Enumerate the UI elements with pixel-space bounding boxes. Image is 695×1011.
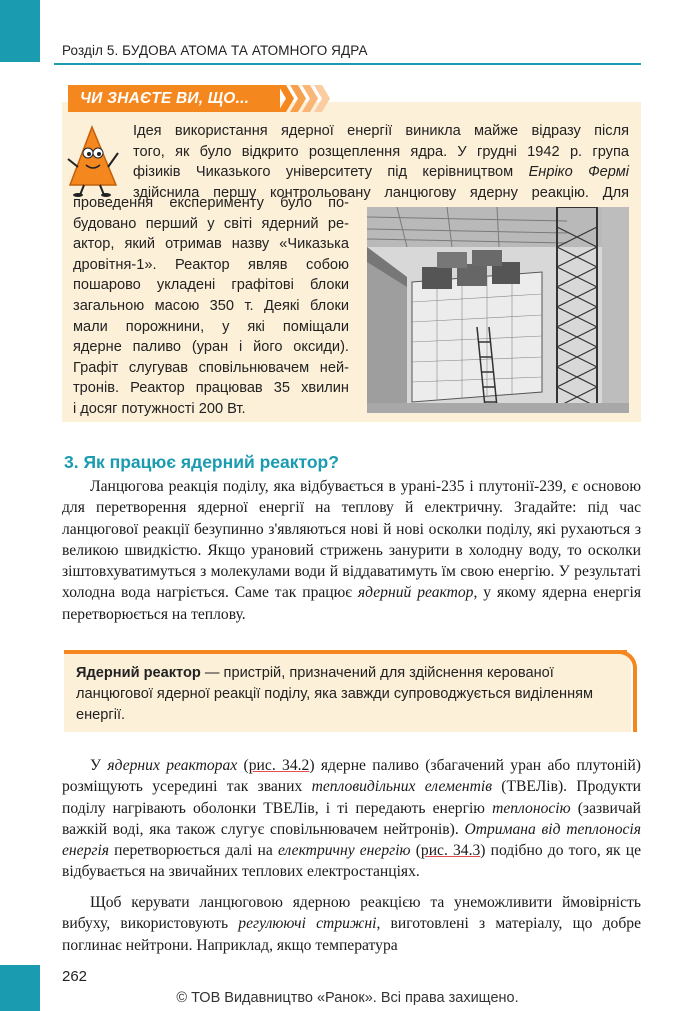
para2-italic: електричну енергію bbox=[277, 842, 411, 860]
figure-ref-34-2[interactable]: рис. 34.2 bbox=[248, 757, 310, 774]
fermi-name: Енріко Фермі bbox=[528, 164, 629, 181]
para2-italic: тепловидільних елементів bbox=[311, 778, 492, 796]
para2-text: ( bbox=[410, 842, 421, 860]
did-you-know-paragraph-1 bbox=[133, 121, 629, 203]
paragraph-chain-reaction bbox=[62, 476, 641, 625]
triangle-mascot-icon bbox=[66, 123, 122, 197]
did-you-know-title: ЧИ ЗНАЄТЕ ВИ, ЩО... bbox=[80, 90, 250, 107]
dyk-line: тронів. Реактор працював 35 хвилин bbox=[73, 380, 349, 397]
header-divider bbox=[54, 63, 641, 65]
definition-border-top bbox=[64, 650, 627, 654]
para2-text: ) подібно до того, як це відбувається на звичайних теплових електростанціях. bbox=[62, 842, 642, 881]
dyk-line: здійснила першу контрольовану ланцюгову ядерну реакцію. Для bbox=[133, 184, 629, 201]
definition-text bbox=[76, 663, 621, 726]
para2-text: У bbox=[90, 757, 108, 774]
definition-border-right bbox=[633, 672, 637, 732]
para2-text: (зазвичай важкій воді, яка також слугує сповільнювачем нейтронів). bbox=[62, 799, 641, 838]
paragraph-reactor-fuel bbox=[62, 755, 641, 883]
dyk-line: проведення експерименту було по- bbox=[73, 195, 349, 211]
para3-text-a: Щоб керувати ланцюговою ядерною реакцією та унеможливити ймовірність вибуху, використовують bbox=[62, 894, 641, 933]
dyk-line: загальною масою 350 т. Деякі блоки bbox=[73, 297, 349, 314]
para2-text: перетворюється далі на bbox=[109, 842, 278, 860]
dyk-line bbox=[133, 162, 629, 183]
dyk-line: пошарово укладені графітові блоки bbox=[73, 277, 349, 294]
dyk-line: дровітня-1». Реактор являв собою bbox=[73, 256, 349, 273]
para2-italic: теплоносію bbox=[492, 799, 571, 817]
chicago-pile-1-illustration bbox=[367, 207, 629, 413]
page-number: 262 bbox=[62, 968, 88, 985]
para2-italic: ядерних реакторах bbox=[107, 757, 238, 774]
left-color-bar-top bbox=[0, 0, 40, 62]
dyk-line: мали порожнини, у які поміщали bbox=[73, 318, 349, 335]
paragraph-control-rods bbox=[62, 892, 641, 956]
dyk-line: будовано перший у світі ядерний ре- bbox=[73, 215, 349, 232]
dyk-line: ядерне паливо (уран і його оксиди). bbox=[73, 339, 349, 356]
para3-text-b: , виготовлені з матеріалу, що добре поглинає нейтрони. Наприклад, якщо температура bbox=[62, 915, 641, 954]
definition-term: Ядерний реактор bbox=[76, 665, 201, 681]
para1-text-a: Ланцюгова реакція поділу, яка відбувається в урані-235 і плутонії-239, є основою для перетворення ядерної енергії на теплову й електричну. Згадайте: під час ланцюгової реакції безупинно з'являються нові й нові осколки поділу, які рухаються з великою швидкістю. Якщо урановий стрижень занурити в холодну воду, то осколки зіштовхуватимуться з молекулами води й віддаватимуть їм свою енергію. У результаті холодна вода нагріється. Саме так працює bbox=[62, 478, 641, 602]
para2-text: ) ядерне паливо (збагачений уран або плутоній) розміщують усередині так званих bbox=[62, 757, 642, 796]
para2-text: (ТВЕЛів). Продукти поділу нагрівають оболонки ТВЕЛів, і ті передають енергію bbox=[62, 778, 642, 817]
dyk-line: актор, який отримав назву «Чиказька bbox=[73, 236, 349, 253]
dyk-line: того, як було відкрито розщеплення ядра. У грудні 1942 р. група bbox=[133, 143, 629, 160]
copyright-notice: © ТОВ Видавництво «Ранок». Всі права захищено. bbox=[176, 990, 519, 1006]
para2-italic: Отримана від теплоносія енергія bbox=[62, 820, 641, 860]
section-heading: 3. Як працює ядерний реактор? bbox=[64, 452, 339, 472]
definition-body: — пристрій, призначений для здійснення керованої ланцюгової ядерної реакції поділу, яка завжди супроводжується виділенням енергії. bbox=[76, 665, 594, 723]
chevron-arrows-icon bbox=[278, 85, 330, 112]
para2-text: ( bbox=[237, 757, 249, 774]
dyk-line: Ідея використання ядерної енергії виникла майже відразу після bbox=[133, 123, 629, 139]
dyk-line-text: фізиків Чиказького університету під керівництвом bbox=[133, 164, 529, 181]
chapter-header: Розділ 5. БУДОВА АТОМА ТА АТОМНОГО ЯДРА bbox=[62, 43, 368, 58]
para3-italic: регулюючі стрижні bbox=[238, 915, 377, 933]
dyk-line: Графіт слугував сповільнювачем ней- bbox=[73, 359, 349, 376]
figure-ref-34-3[interactable]: рис. 34.3 bbox=[420, 842, 481, 860]
dyk-line: і досяг потужності 200 Вт. bbox=[73, 400, 246, 417]
para1-italic: ядерний реактор bbox=[357, 584, 474, 602]
para1-text-b: , у якому ядерна енергія перетворюється на теплову. bbox=[62, 584, 641, 623]
